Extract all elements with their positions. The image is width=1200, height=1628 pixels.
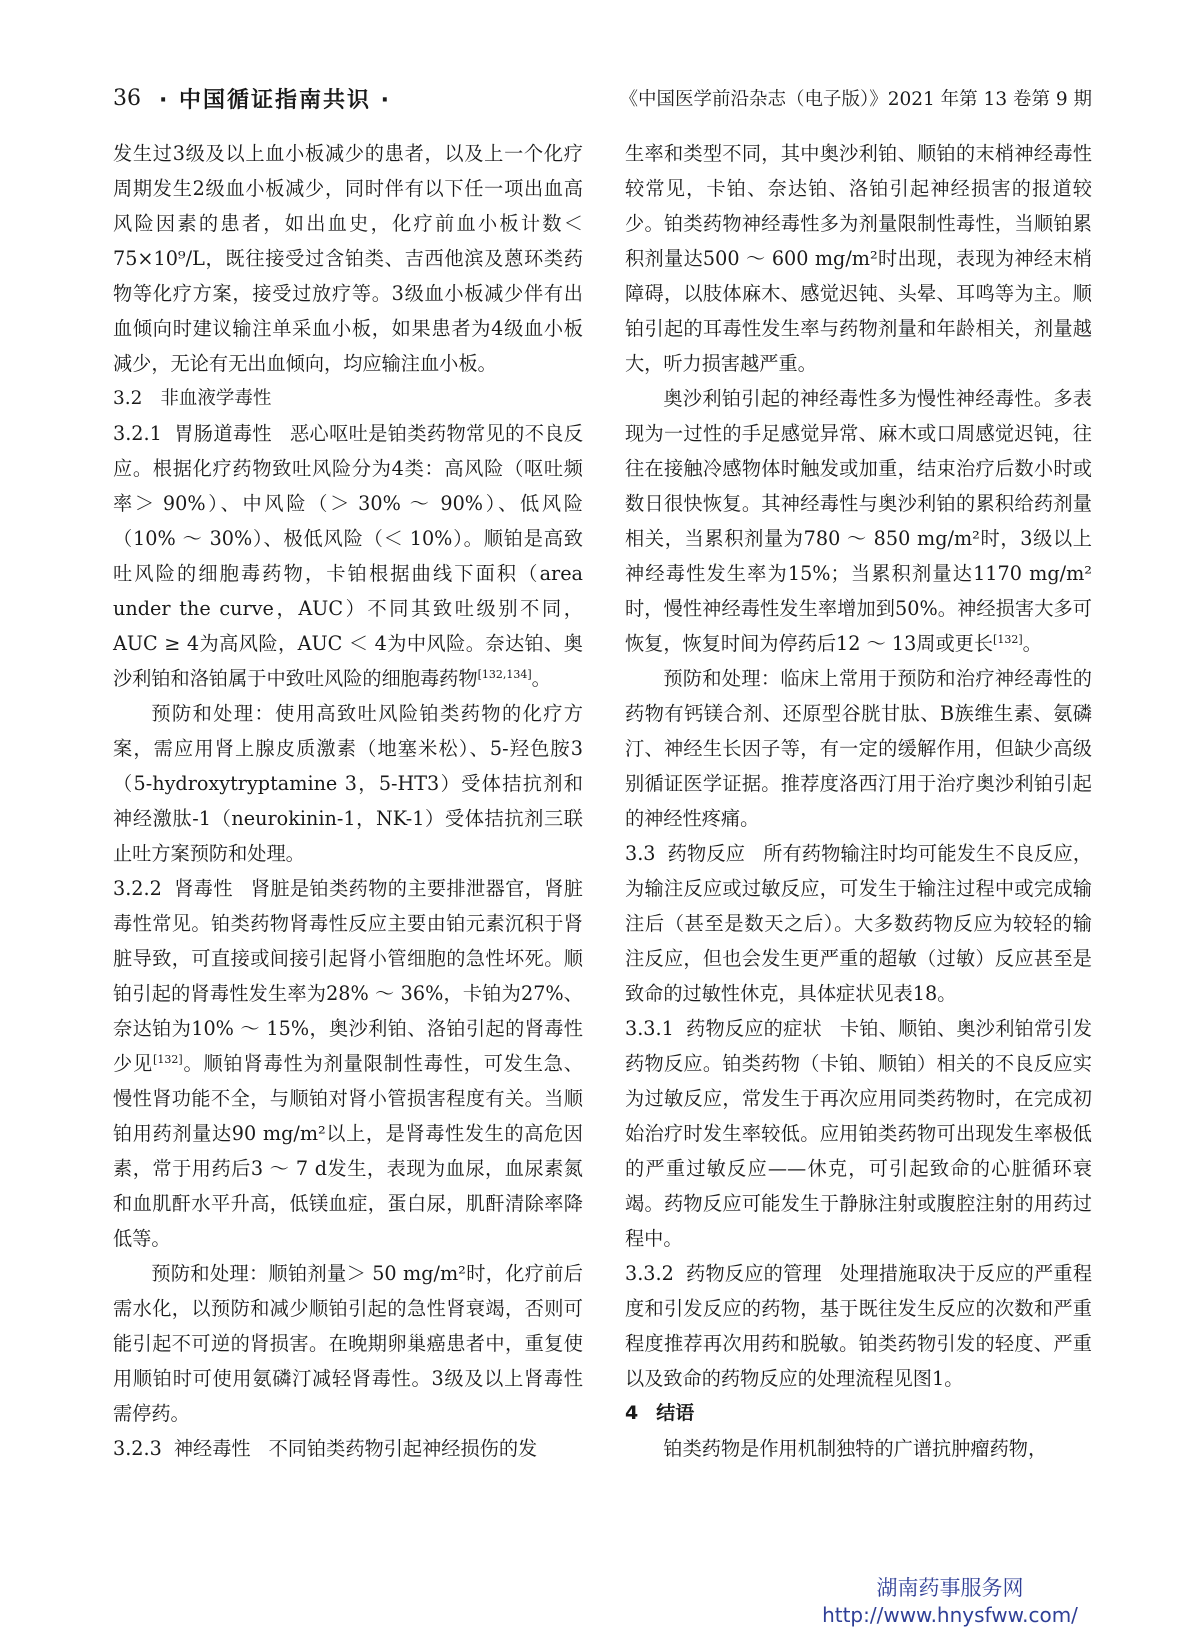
paragraph-text: 处理措施取决于反应的严重程度和引发反应的药物，基于既往发生反应的次数和严重程度推荐再次用药和脱敏。铂类药物引发的轻度、严重以及致命的药物反应的处理流程见图1。 xyxy=(625,1262,1093,1390)
paragraph-end: 。 xyxy=(531,667,551,690)
paragraph: 预防和处理：临床上常用于预防和治疗神经毒性的药物有钙镁合剂、还原型谷胱甘肽、B族维生素、氨磷汀、神经生长因子等，有一定的缓解作用，但缺少高级别循证医学证据。推荐度洛西汀用于治疗奥沙利铂引起的神经性疼痛。 xyxy=(625,667,1092,830)
right-column xyxy=(625,136,1092,1466)
subsection-heading-3-2-1 xyxy=(113,422,272,445)
heading-number: 3.3.1 xyxy=(625,1017,674,1040)
subsection-heading-3-2-3 xyxy=(113,1437,251,1460)
section-title: · 中国循证指南共识 · xyxy=(159,87,392,113)
journal-title: 《中国医学前沿杂志（电子版）》2021 年第 13 卷第 9 期 xyxy=(619,89,1092,110)
heading-title: 胃肠道毒性 xyxy=(173,422,272,445)
heading-number: 4 xyxy=(625,1402,639,1424)
paragraph-text: 卡铂、顺铂、奥沙利铂常引发药物反应。铂类药物（卡铂、顺铂）相关的不良反应实为过敏反应，常发生于再次应用同类药物时，在完成初始治疗时发生率较低。应用铂类药物可出现发生率极低的严重过敏反应——休克，可引起致命的心脏循环衰竭。药物反应可能发生于静脉注射或腹腔注射的用药过程中。 xyxy=(625,1017,1093,1250)
heading-title: 药物反应的症状 xyxy=(685,1017,822,1040)
paragraph-text: 不同铂类药物引起神经损伤的发 xyxy=(268,1437,538,1460)
section-heading-3-2 xyxy=(113,381,583,416)
paragraph-3-3-2 xyxy=(625,1256,1092,1396)
paragraph: 预防和处理：顺铂剂量＞ 50 mg/m²时，化疗前后需水化，以预防和减少顺铂引起的急性肾衰竭，否则可能引起不可逆的肾损害。在晚期卵巢癌患者中，重复使用顺铂时可使用氨磷汀减轻肾毒性。3级及以上肾毒性需停药。 xyxy=(113,1262,583,1425)
left-column xyxy=(113,136,583,1466)
citation: [132,134] xyxy=(477,668,532,681)
heading-number: 3.2 xyxy=(113,388,143,409)
subsection-heading-3-2-2 xyxy=(113,877,233,900)
paragraph-3-2-3 xyxy=(113,1431,583,1466)
paragraph: 铂类药物是作用机制独特的广谱抗肿瘤药物， xyxy=(663,1437,1048,1460)
paragraph: 生率和类型不同，其中奥沙利铂、顺铂的末梢神经毒性较常见，卡铂、奈达铂、洛铂引起神经损害的报道较少。铂类药物神经毒性多为剂量限制性毒性，当顺铂累积剂量达500 ～ 600 mg/m²时出现，表现为神经末梢障碍，以肢体麻木、感觉迟钝、头晕、耳鸣等为主。顺铂引起的耳毒性发生率与药物剂量和年龄相关，剂量越大，听力损害越严重。 xyxy=(625,142,1092,375)
header-left xyxy=(113,83,391,114)
heading-title: 神经毒性 xyxy=(173,1437,251,1460)
heading-number: 3.3 xyxy=(625,842,656,865)
heading-number: 3.2.3 xyxy=(113,1437,162,1460)
paragraph xyxy=(625,381,1092,661)
heading-number: 3.2.2 xyxy=(113,877,162,900)
paragraph-text: 。顺铂肾毒性为剂量限制性毒性，可发生急、慢性肾功能不全，与顺铂对肾小管损害程度有关。当顺铂用药剂量达90 mg/m²以上，是肾毒性发生的高危因素，常于用药后3 ～ 7 d发生，表现为血尿，血尿素氮和血肌酐水平升高，低镁血症，蛋白尿，肌酐清除率降低等。 xyxy=(113,1052,584,1250)
citation: [132] xyxy=(993,633,1023,646)
heading-number: 3.2.1 xyxy=(113,422,162,445)
paragraph-end: 。 xyxy=(1022,632,1042,655)
page-number: 36 xyxy=(113,85,141,111)
heading-title: 非血液学毒性 xyxy=(160,388,272,409)
heading-title: 结语 xyxy=(656,1402,695,1424)
watermark-url[interactable]: http://www.hnysfww.com/ xyxy=(822,1603,1078,1627)
citation: [132] xyxy=(153,1053,183,1066)
page-header xyxy=(113,80,1092,116)
paragraph: 预防和处理：使用高致吐风险铂类药物的化疗方案，需应用肾上腺皮质激素（地塞米松）、5-羟色胺3（5-hydroxytryptamine 3，5-HT3）受体拮抗剂和神经激肽-1（neurokinin-1，NK-1）受体拮抗剂三联止吐方案预防和处理。 xyxy=(113,702,583,865)
paragraph-3-3 xyxy=(625,836,1092,1011)
watermark xyxy=(800,1574,1100,1628)
paragraph-3-3-1 xyxy=(625,1011,1092,1256)
paragraph-text: 奥沙利铂引起的神经毒性多为慢性神经毒性。多表现为一过性的手足感觉异常、麻木或口周感觉迟钝，往往在接触冷感物体时触发或加重，结束治疗后数小时或数日很快恢复。其神经毒性与奥沙利铂的累积给药剂量相关，当累积剂量为780 ～ 850 mg/m²时，3级以上神经毒性发生率为15%；当累积剂量达1170 mg/m²时，慢性神经毒性发生率增加到50%。神经损害大多可恢复，恢复时间为停药后12 ～ 13周或更长 xyxy=(625,387,1092,655)
subsection-heading-3-3-2 xyxy=(625,1262,822,1285)
watermark-name: 湖南药事服务网 xyxy=(876,1576,1024,1600)
heading-number: 3.3.2 xyxy=(625,1262,674,1285)
section-heading-4 xyxy=(625,1396,1092,1431)
paragraph-text: 肾脏是铂类药物的主要排泄器官，肾脏毒性常见。铂类药物肾毒性反应主要由铂元素沉积于肾脏导致，可直接或间接引起肾小管细胞的急性坏死。顺铂引起的肾毒性发生率为28% ～ 36%，卡铂为27%、奈达铂为10% ～ 15%，奥沙利铂、洛铂引起的肾毒性少见 xyxy=(113,877,583,1075)
heading-title: 药物反应 xyxy=(667,842,746,865)
paragraph: 发生过3级及以上血小板减少的患者，以及上一个化疗周期发生2级血小板减少，同时伴有以下任一项出血高风险因素的患者，如出血史，化疗前血小板计数＜ 75×10⁹/L，既往接受过含铂类、吉西他滨及蒽环类药物等化疗方案，接受过放疗等。3级血小板减少伴有出血倾向时建议输注单采血小板，如果患者为4级血小板减少，无论有无出血倾向，均应输注血小板。 xyxy=(113,142,583,375)
heading-title: 肾毒性 xyxy=(173,877,233,900)
paragraph-text: 所有药物输注时均可能发生不良反应，为输注反应或过敏反应，可发生于输注过程中或完成输注后（甚至是数天之后）。大多数药物反应为较轻的输注反应，但也会发生更严重的超敏（过敏）反应甚至是致命的过敏性休克，具体症状见表18。 xyxy=(625,842,1093,1005)
paragraph-3-2-2 xyxy=(113,871,583,1256)
subsection-heading-3-3-1 xyxy=(625,1017,822,1040)
paragraph-3-2-1 xyxy=(113,416,583,696)
heading-title: 药物反应的管理 xyxy=(685,1262,822,1285)
paragraph-text: 恶心呕吐是铂类药物常见的不良反应。根据化疗药物致吐风险分为4类：高风险（呕吐频率＞ 90%）、中风险（＞ 30% ～ 90%）、低风险（10% ～ 30%）、极低风险（＜ 10%）。顺铂是高致吐风险的细胞毒药物，卡铂根据曲线下面积（area under the curve，AUC）不同其致吐级别不同，AUC ≥ 4为高风险，AUC ＜ 4为中风险。奈达铂、奥沙利铂和洛铂属于中致吐风险的细胞毒药物 xyxy=(113,422,584,690)
section-heading-3-3 xyxy=(625,842,745,865)
